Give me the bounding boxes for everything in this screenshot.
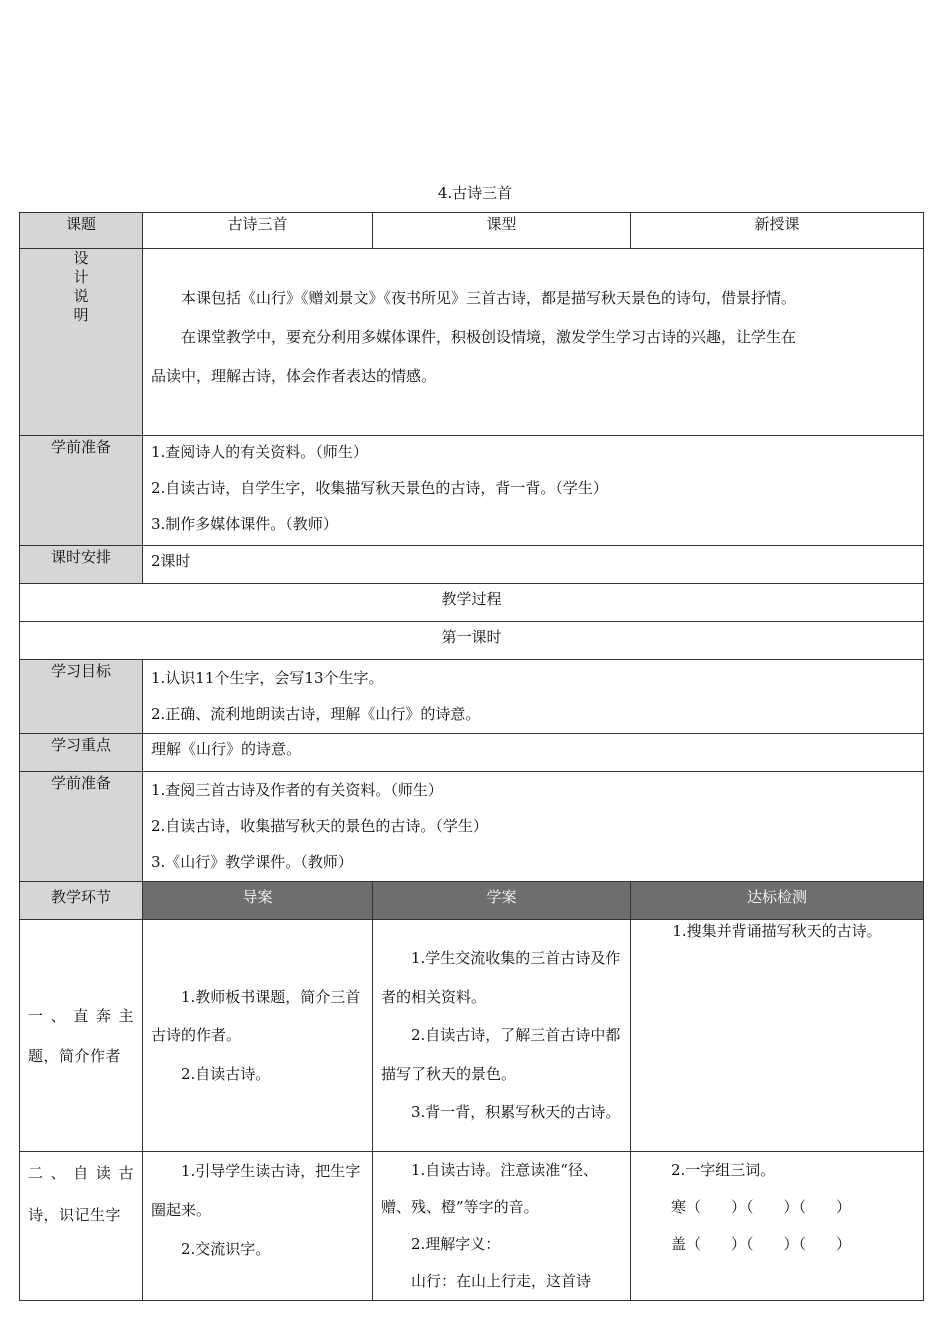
stage-row (20, 920, 924, 1152)
lesson-type-value: 新授课 (631, 213, 924, 249)
topic-row (20, 213, 924, 249)
guide-item: 2.交流识字。 (181, 1240, 271, 1258)
prep-content-1 (143, 436, 924, 546)
guide-item: 1.引导学生读古诗，把生字圈起来。 (151, 1162, 361, 1219)
goals-row (20, 660, 924, 734)
study-column-header: 学案 (373, 882, 631, 920)
lesson-title-row (20, 622, 924, 660)
prep-row-2 (20, 772, 924, 882)
stage-row (20, 1152, 924, 1301)
prep-row-1 (20, 436, 924, 546)
schedule-value: 2课时 (143, 546, 924, 584)
guide-item: 1.教师板书课题，简介三首古诗的作者。 (151, 987, 361, 1045)
lesson-plan-table (19, 212, 924, 1301)
design-label-char: 设 (73, 249, 89, 267)
guide-item: 2.自读古诗。 (181, 1064, 271, 1083)
process-title-row (20, 584, 924, 622)
design-paragraph: 本课包括《山行》《赠刘景文》《夜书所见》三首古诗，都是描写秋天景色的诗句，借景抒情。 (181, 289, 797, 307)
process-title: 教学过程 (20, 584, 924, 622)
stage-guide (143, 920, 373, 1152)
prep-item: 1.查阅三首古诗及作者的有关资料。（师生） (151, 781, 443, 799)
topic-label: 课题 (20, 213, 143, 249)
stage-check (631, 920, 924, 1152)
prep-item: 3.《山行》教学课件。（教师） (151, 853, 353, 871)
guide-column-header: 导案 (143, 882, 373, 920)
stage-guide (143, 1152, 373, 1301)
check-item: 1.搜集并背诵描写秋天的古诗。 (672, 922, 882, 940)
stage-column-header: 教学环节 (20, 882, 143, 920)
stage-name: 一、直奔主题，简介作者 (20, 920, 143, 1152)
design-label-char: 明 (73, 306, 89, 324)
goals-content (143, 660, 924, 734)
design-label (20, 249, 143, 436)
study-item: 2.自读古诗，了解三首古诗中都描写了秋天的景色。 (381, 1026, 621, 1083)
design-paragraph: 品读中，理解古诗，体会作者表达的情感。 (151, 367, 437, 385)
study-item: 2.理解字义： (411, 1235, 501, 1253)
design-label-char: 计 (73, 268, 89, 286)
study-item: 1.学生交流收集的三首古诗及作者的相关资料。 (381, 949, 621, 1006)
document-title: 4.古诗三首 (437, 184, 513, 202)
column-header-row (20, 882, 924, 920)
study-item: 1.自读古诗。注意读准“径、赠、残、橙”等字的音。 (381, 1161, 598, 1216)
design-paragraph: 在课堂教学中，要充分利用多媒体课件，积极创设情境，激发学生学习古诗的兴趣，让学生在 (181, 328, 797, 346)
focus-value: 理解《山行》的诗意。 (143, 734, 924, 772)
prep-label-1: 学前准备 (20, 436, 143, 546)
schedule-row (20, 546, 924, 584)
prep-item: 2.自读古诗，收集描写秋天的景色的古诗。（学生） (151, 817, 488, 835)
check-item: 2.一字组三词。 (671, 1161, 776, 1179)
goals-label: 学习目标 (20, 660, 143, 734)
stage-check (631, 1152, 924, 1301)
lesson-type-label: 课型 (373, 213, 631, 249)
check-column-header: 达标检测 (631, 882, 924, 920)
stage-study (373, 1152, 631, 1301)
prep-item: 2.自读古诗，自学生字，收集描写秋天景色的古诗，背一背。（学生） (151, 479, 608, 497)
prep-item: 3.制作多媒体课件。（教师） (151, 515, 338, 533)
stage-study (373, 920, 631, 1152)
goal-item: 1.认识11个生字，会写13个生字。 (151, 669, 384, 687)
goal-item: 2.正确、流利地朗读古诗，理解《山行》的诗意。 (151, 705, 481, 723)
check-item: 寒（ ）（ ）（ ） (671, 1198, 852, 1216)
schedule-label: 课时安排 (20, 546, 143, 584)
study-item: 山行：在山上行走，这首诗 (411, 1272, 592, 1290)
study-item: 3.背一背，积累写秋天的古诗。 (411, 1103, 621, 1122)
prep-item: 1.查阅诗人的有关资料。（师生） (151, 443, 368, 461)
prep-label-2: 学前准备 (20, 772, 143, 882)
design-content (143, 249, 924, 436)
design-row (20, 249, 924, 436)
check-item: 盖（ ）（ ）（ ） (671, 1235, 852, 1253)
prep-content-2 (143, 772, 924, 882)
lesson-title: 第一课时 (20, 622, 924, 660)
focus-row (20, 734, 924, 772)
topic-value: 古诗三首 (143, 213, 373, 249)
stage-name: 二、自读古诗，识记生字 (20, 1152, 143, 1301)
design-label-char: 说 (73, 287, 89, 305)
focus-label: 学习重点 (20, 734, 143, 772)
